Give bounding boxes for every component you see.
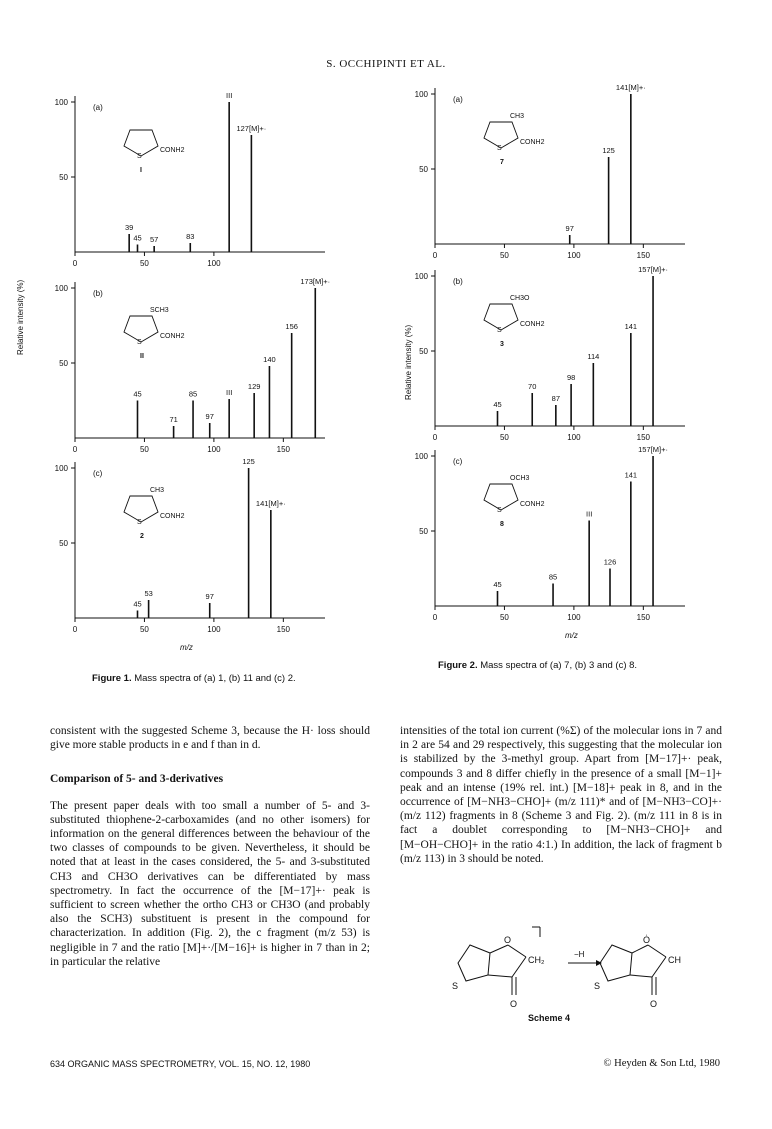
peak-label: 45 bbox=[133, 599, 142, 609]
peak-label: 85 bbox=[548, 572, 558, 582]
x-tick-label: 0 bbox=[72, 259, 78, 268]
peak-label: 97 bbox=[565, 224, 574, 233]
x-tick-label: 150 bbox=[636, 433, 651, 442]
peak-label: 85 bbox=[188, 389, 198, 399]
spectrum-panel-fig2-a bbox=[400, 84, 700, 264]
scheme-4-atom-O-right: O bbox=[650, 999, 658, 1009]
left-column bbox=[50, 724, 370, 969]
x-tick-label: 50 bbox=[139, 625, 149, 634]
peak-label: 45 bbox=[493, 400, 502, 409]
scheme-4-atom-CH: CH bbox=[668, 955, 681, 965]
left-intro-paragraph: consistent with the suggested Scheme 3, because the H· loss should give more stable products in e and f than in d. bbox=[50, 725, 370, 752]
y-tick-label: 100 bbox=[414, 452, 428, 461]
y-tick-label: 100 bbox=[414, 90, 428, 99]
peak-label: 141[M]+· bbox=[255, 499, 286, 508]
x-tick-label: 50 bbox=[499, 613, 509, 622]
fig1-y-axis-label: Relative intensity (%) bbox=[16, 279, 25, 355]
x-tick-label: 100 bbox=[207, 625, 221, 634]
amide-group: CONH2 bbox=[520, 501, 545, 508]
panel-label: (b) bbox=[453, 277, 463, 286]
compound-number: II bbox=[140, 353, 144, 360]
compound-number: 8 bbox=[500, 521, 504, 528]
substituent-group: CH3 bbox=[510, 113, 525, 120]
y-tick-label: 50 bbox=[59, 539, 68, 548]
running-head: S. OCCHIPINTI ET AL. bbox=[326, 58, 446, 70]
x-tick-label: 50 bbox=[499, 251, 509, 260]
figure2-caption bbox=[438, 660, 637, 671]
y-tick-label: 50 bbox=[59, 173, 68, 182]
peak-label: 173[M]+· bbox=[300, 277, 331, 286]
right-column bbox=[400, 724, 722, 866]
x-tick-label: 0 bbox=[432, 613, 438, 622]
left-main-paragraph: The present paper deals with too small a number of 5- and 3-substituted thiophene-2-carboxamides (and no other isomers) for information on the general differences between the behaviour of the two classes of compounds to be given. Nevertheless, it should be noted that at least in the cases considered, the 5- and 3-substituted CH3 and CH3O derivatives can be differentiated by mass spectrometry. In fact the occurrence of the [M−17]+· peak is sufficient to screen whether the ortho CH3 or CH3O (and probably also the SCH3) substituent is present in the compound for characterization. In addition (Fig. 2), the c fragment (m/z 53) is negligible in 7 and the ratio [M]+·/[M−16]+ is higher in 7 than in 2; in particular the relative bbox=[50, 799, 370, 968]
fig2-y-axis-label: Relative intensity (%) bbox=[404, 324, 413, 400]
peak-label: 129 bbox=[247, 382, 261, 391]
amide-group: CONH2 bbox=[160, 333, 185, 340]
spectrum-panel-fig2-b bbox=[400, 266, 700, 446]
y-tick-label: 100 bbox=[54, 284, 68, 293]
scheme-4-atom-O: O bbox=[504, 935, 512, 945]
x-tick-label: 100 bbox=[567, 613, 581, 622]
scheme-4-arrow-label: −H bbox=[574, 950, 585, 959]
x-tick-label: 100 bbox=[207, 445, 221, 454]
y-tick-label: 100 bbox=[54, 464, 68, 473]
footer-copyright: © Heyden & Son Ltd, 1980 bbox=[603, 1058, 720, 1069]
x-tick-label: 0 bbox=[72, 625, 78, 634]
peak-label: 83 bbox=[186, 232, 195, 241]
scheme-4-caption: Scheme 4 bbox=[528, 1013, 571, 1023]
scheme-4-atom-S-right: S bbox=[594, 981, 601, 991]
y-tick-label: 50 bbox=[59, 359, 68, 368]
spectrum-panel-fig1-a bbox=[40, 92, 340, 272]
fig2-x-axis-label: m/z bbox=[565, 631, 578, 640]
peak-label: 114 bbox=[587, 352, 600, 361]
amide-group: CONH2 bbox=[520, 139, 545, 146]
x-tick-label: 150 bbox=[276, 445, 291, 454]
compound-number: 3 bbox=[500, 341, 504, 348]
peak-label: 53 bbox=[144, 589, 153, 598]
sulfur-atom: S bbox=[137, 339, 142, 346]
peak-label: III bbox=[586, 509, 593, 519]
x-tick-label: 150 bbox=[636, 251, 651, 260]
x-tick-label: 0 bbox=[432, 433, 438, 442]
figure1-caption-text: Mass spectra of (a) 1, (b) 11 and (c) 2. bbox=[134, 673, 296, 684]
substituent-group: OCH3 bbox=[510, 475, 530, 482]
right-paragraph: intensities of the total ion current (%Σ) of the molecular ions in 7 and in 2 are 54 and 29 respectively, this suggesting that the molecular ion is stabilized by the 3-methyl group. Apart from [M−17]+· peak, compounds 3 and 8 differ chiefly in the presence of a small [M−1]+ peak and an intense (19% rel. int.) [M−18]+ peak in 8, and in the occurrence of [M−NH3−CHO]+ (m/z 111)* and of [M−NH3−CO]+· (m/z 112) fragments in 8 (Scheme 3 and Fig. 2). (m/z 111 in 8 is in fact a doublet corresponding to [M−NH3−CHO]+ and [M−OH−CHO]+ in the ratio 4:1.) In addition, the lack of fragment b (m/z 113) in 3 should be noted. bbox=[400, 725, 722, 865]
fig1-x-axis-label: m/z bbox=[180, 643, 193, 652]
peak-label: 97 bbox=[205, 412, 214, 421]
scheme-4-structures bbox=[400, 915, 720, 1025]
peak-label: III bbox=[226, 91, 233, 100]
peak-label: 45 bbox=[133, 389, 142, 399]
peak-label: 125 bbox=[602, 146, 615, 155]
substituent-group: SCH3 bbox=[150, 307, 169, 314]
peak-label: 98 bbox=[566, 373, 576, 382]
spectrum-panel-fig1-b bbox=[40, 278, 340, 458]
sulfur-atom: S bbox=[497, 507, 502, 514]
figure2-caption-label: Figure 2. bbox=[438, 660, 478, 671]
peak-label: 140 bbox=[263, 355, 276, 364]
peak-label: 71 bbox=[169, 415, 178, 424]
x-tick-label: 0 bbox=[432, 251, 438, 260]
x-tick-label: 50 bbox=[499, 433, 509, 442]
y-tick-label: 50 bbox=[419, 165, 428, 174]
y-tick-label: 100 bbox=[414, 272, 428, 281]
y-tick-label: 100 bbox=[54, 98, 68, 107]
sulfur-atom: S bbox=[137, 153, 142, 160]
peak-label: 141 bbox=[624, 322, 638, 331]
x-tick-label: 50 bbox=[139, 445, 149, 454]
compound-number: 2 bbox=[140, 533, 144, 540]
peak-label: 127[M]+· bbox=[236, 124, 267, 133]
x-tick-label: 100 bbox=[567, 433, 581, 442]
amide-group: CONH2 bbox=[520, 321, 545, 328]
compound-number: I bbox=[140, 167, 142, 174]
y-tick-label: 50 bbox=[419, 347, 428, 356]
peak-label: 157[M]+· bbox=[638, 445, 668, 454]
footer-journal: 634 ORGANIC MASS SPECTROMETRY, VOL. 15, NO. 12, 1980 bbox=[50, 1059, 311, 1069]
x-tick-label: 100 bbox=[207, 259, 221, 268]
sulfur-atom: S bbox=[497, 145, 502, 152]
peak-label: 87 bbox=[551, 394, 561, 403]
scheme-4-atom-O-plus: Ȯ bbox=[643, 935, 651, 945]
substituent-group: CH3 bbox=[150, 487, 165, 494]
panel-label: (a) bbox=[453, 95, 463, 104]
spectrum-panel-fig2-c bbox=[400, 446, 700, 626]
panel-label: (c) bbox=[453, 457, 463, 466]
sulfur-atom: S bbox=[137, 519, 142, 526]
peak-label: III bbox=[226, 388, 233, 397]
x-tick-label: 0 bbox=[72, 445, 78, 454]
peak-label: 141 bbox=[624, 470, 638, 480]
figure1-caption-label: Figure 1. bbox=[92, 673, 132, 684]
x-tick-label: 150 bbox=[636, 613, 651, 622]
peak-label: 70 bbox=[528, 382, 537, 391]
substituent-group: CH3O bbox=[510, 295, 530, 302]
scheme-4-atom-CH2: CH₂ bbox=[528, 955, 545, 965]
figure1-caption bbox=[92, 673, 296, 684]
x-tick-label: 50 bbox=[139, 259, 149, 268]
peak-label: 39 bbox=[124, 223, 134, 232]
peak-label: 57 bbox=[149, 235, 159, 244]
peak-label: 157[M]+· bbox=[638, 265, 668, 274]
sulfur-atom: S bbox=[497, 327, 502, 334]
peak-label: 126 bbox=[603, 557, 617, 567]
panel-label: (a) bbox=[93, 103, 103, 112]
peak-label: 45 bbox=[133, 233, 142, 243]
panel-label: (b) bbox=[93, 289, 103, 298]
peak-label: 125 bbox=[242, 457, 255, 466]
amide-group: CONH2 bbox=[160, 147, 185, 154]
spectrum-panel-fig1-c bbox=[40, 458, 340, 638]
amide-group: CONH2 bbox=[160, 513, 185, 520]
compound-number: 7 bbox=[500, 159, 504, 166]
scheme-4-atom-S: S bbox=[452, 981, 459, 991]
section-title: Comparison of 5- and 3-derivatives bbox=[50, 773, 224, 786]
scheme-4-right-structure bbox=[600, 945, 666, 995]
peak-label: 141[M]+· bbox=[615, 83, 646, 92]
peak-label: 156 bbox=[285, 322, 298, 331]
peak-label: 97 bbox=[205, 592, 214, 601]
figure2-caption-text: Mass spectra of (a) 7, (b) 3 and (c) 8. bbox=[480, 660, 638, 671]
y-tick-label: 50 bbox=[419, 527, 428, 536]
peak-label: 45 bbox=[493, 580, 502, 589]
scheme-4-atom-O2: O bbox=[510, 999, 518, 1009]
x-tick-label: 100 bbox=[567, 251, 581, 260]
panel-label: (c) bbox=[93, 469, 103, 478]
x-tick-label: 150 bbox=[276, 625, 291, 634]
